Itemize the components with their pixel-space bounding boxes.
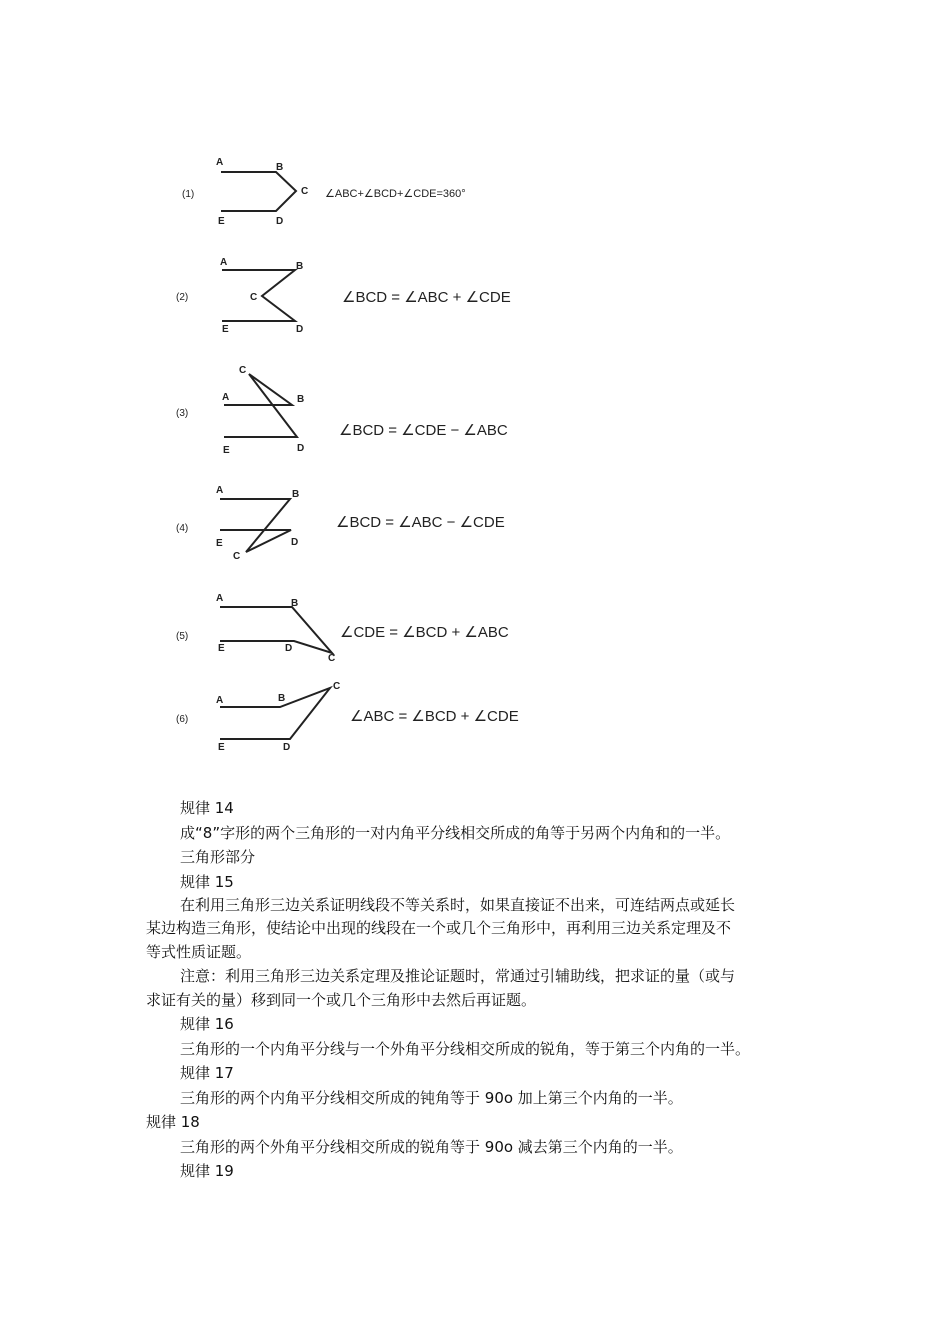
rule16-body: 三角形的一个内角平分线与一个外角平分线相交所成的锐角，等于第三个内角的一半。 [180,1039,751,1058]
rule19-title: 规律 19 [180,1162,234,1180]
fig6-label-e: E [218,742,225,753]
fig1-number: (1) [182,189,195,200]
fig5-formula: ∠CDE = ∠BCD + ∠ABC [340,624,509,641]
rule18-body: 三角形的两个外角平分线相交所成的锐角等于 90o 减去第三个内角的一半。 [180,1137,683,1156]
rule15-body-line2: 某边构造三角形，使结论中出现的线段在一个或几个三角形中，再利用三边关系定理及不 [146,919,732,937]
fig5-label-d: D [285,643,293,654]
fig1-label-e: E [218,216,225,227]
fig6-label-c: C [333,681,341,692]
rule15-body-line1: 在利用三角形三边关系证明线段不等关系时，如果直接证不出来，可连结两点或延长 [180,896,736,914]
fig3-label-d: D [297,443,305,454]
fig3-label-c: C [239,365,247,376]
note-line2: 求证有关的量）移到同一个或几个三角形中去然后再证题。 [146,990,537,1009]
fig2-label-a: A [220,257,228,268]
fig6-label-b: B [278,693,286,704]
fig5-path [220,607,332,653]
fig6-label-d: D [283,742,291,753]
rule15-title: 规律 15 [180,872,234,891]
fig1-label-b: B [276,162,284,173]
fig4-formula: ∠BCD = ∠ABC − ∠CDE [336,514,505,531]
fig4-number: (4) [176,523,189,534]
fig4-label-e: E [216,538,223,549]
rule18-title: 规律 18 [146,1113,200,1131]
fig5-label-c: C [328,653,336,664]
fig2-label-e: E [222,324,229,335]
fig5-label-e: E [218,643,225,654]
fig4-label-c: C [233,551,241,562]
fig4-path [220,499,291,552]
fig3-number: (3) [176,408,189,419]
fig6-formula: ∠ABC = ∠BCD + ∠CDE [350,708,519,725]
fig6-path [220,688,330,739]
fig2-label-b: B [296,261,304,272]
fig3-label-b: B [297,394,305,405]
note-line1: 注意：利用三角形三边关系定理及推论证题时，常通过引辅助线，把求证的量（或与 [180,966,736,985]
fig3-path [224,374,297,437]
rule14-title: 规律 14 [180,799,234,817]
fig3-formula: ∠BCD = ∠CDE − ∠ABC [339,422,508,439]
fig4-label-b: B [292,489,300,500]
section-title: 三角形部分 [180,848,256,866]
fig6-number: (6) [176,714,189,725]
rule17-body: 三角形的两个内角平分线相交所成的钝角等于 90o 加上第三个内角的一半。 [180,1088,683,1107]
fig1-formula: ∠ABC+∠BCD+∠CDE=360° [325,188,466,200]
rule16-title: 规律 16 [180,1015,234,1033]
fig3-label-a: A [222,392,230,403]
fig2-formula: ∠BCD = ∠ABC + ∠CDE [342,289,511,306]
fig5-number: (5) [176,631,189,642]
fig5-label-b: B [291,598,299,609]
fig2-label-d: D [296,324,304,335]
rule15-body-line3: 等式性质证题。 [146,943,252,961]
fig1-label-c: C [301,186,309,197]
fig1-label-d: D [276,216,284,227]
fig5-label-a: A [216,593,224,604]
fig4-label-a: A [216,485,224,496]
rule17-title: 规律 17 [180,1064,234,1082]
fig6-label-a: A [216,695,224,706]
fig1-path [221,172,296,211]
rule14-body: 成“8”字形的两个三角形的一对内角平分线相交所成的角等于另两个内角和的一半。 [180,823,731,842]
fig3-label-e: E [223,445,230,456]
fig4-label-d: D [291,537,299,548]
fig1-label-a: A [216,157,224,168]
fig2-number: (2) [176,292,189,303]
document-body [0,796,950,1184]
fig2-path [222,270,295,321]
fig2-label-c: C [250,292,258,303]
